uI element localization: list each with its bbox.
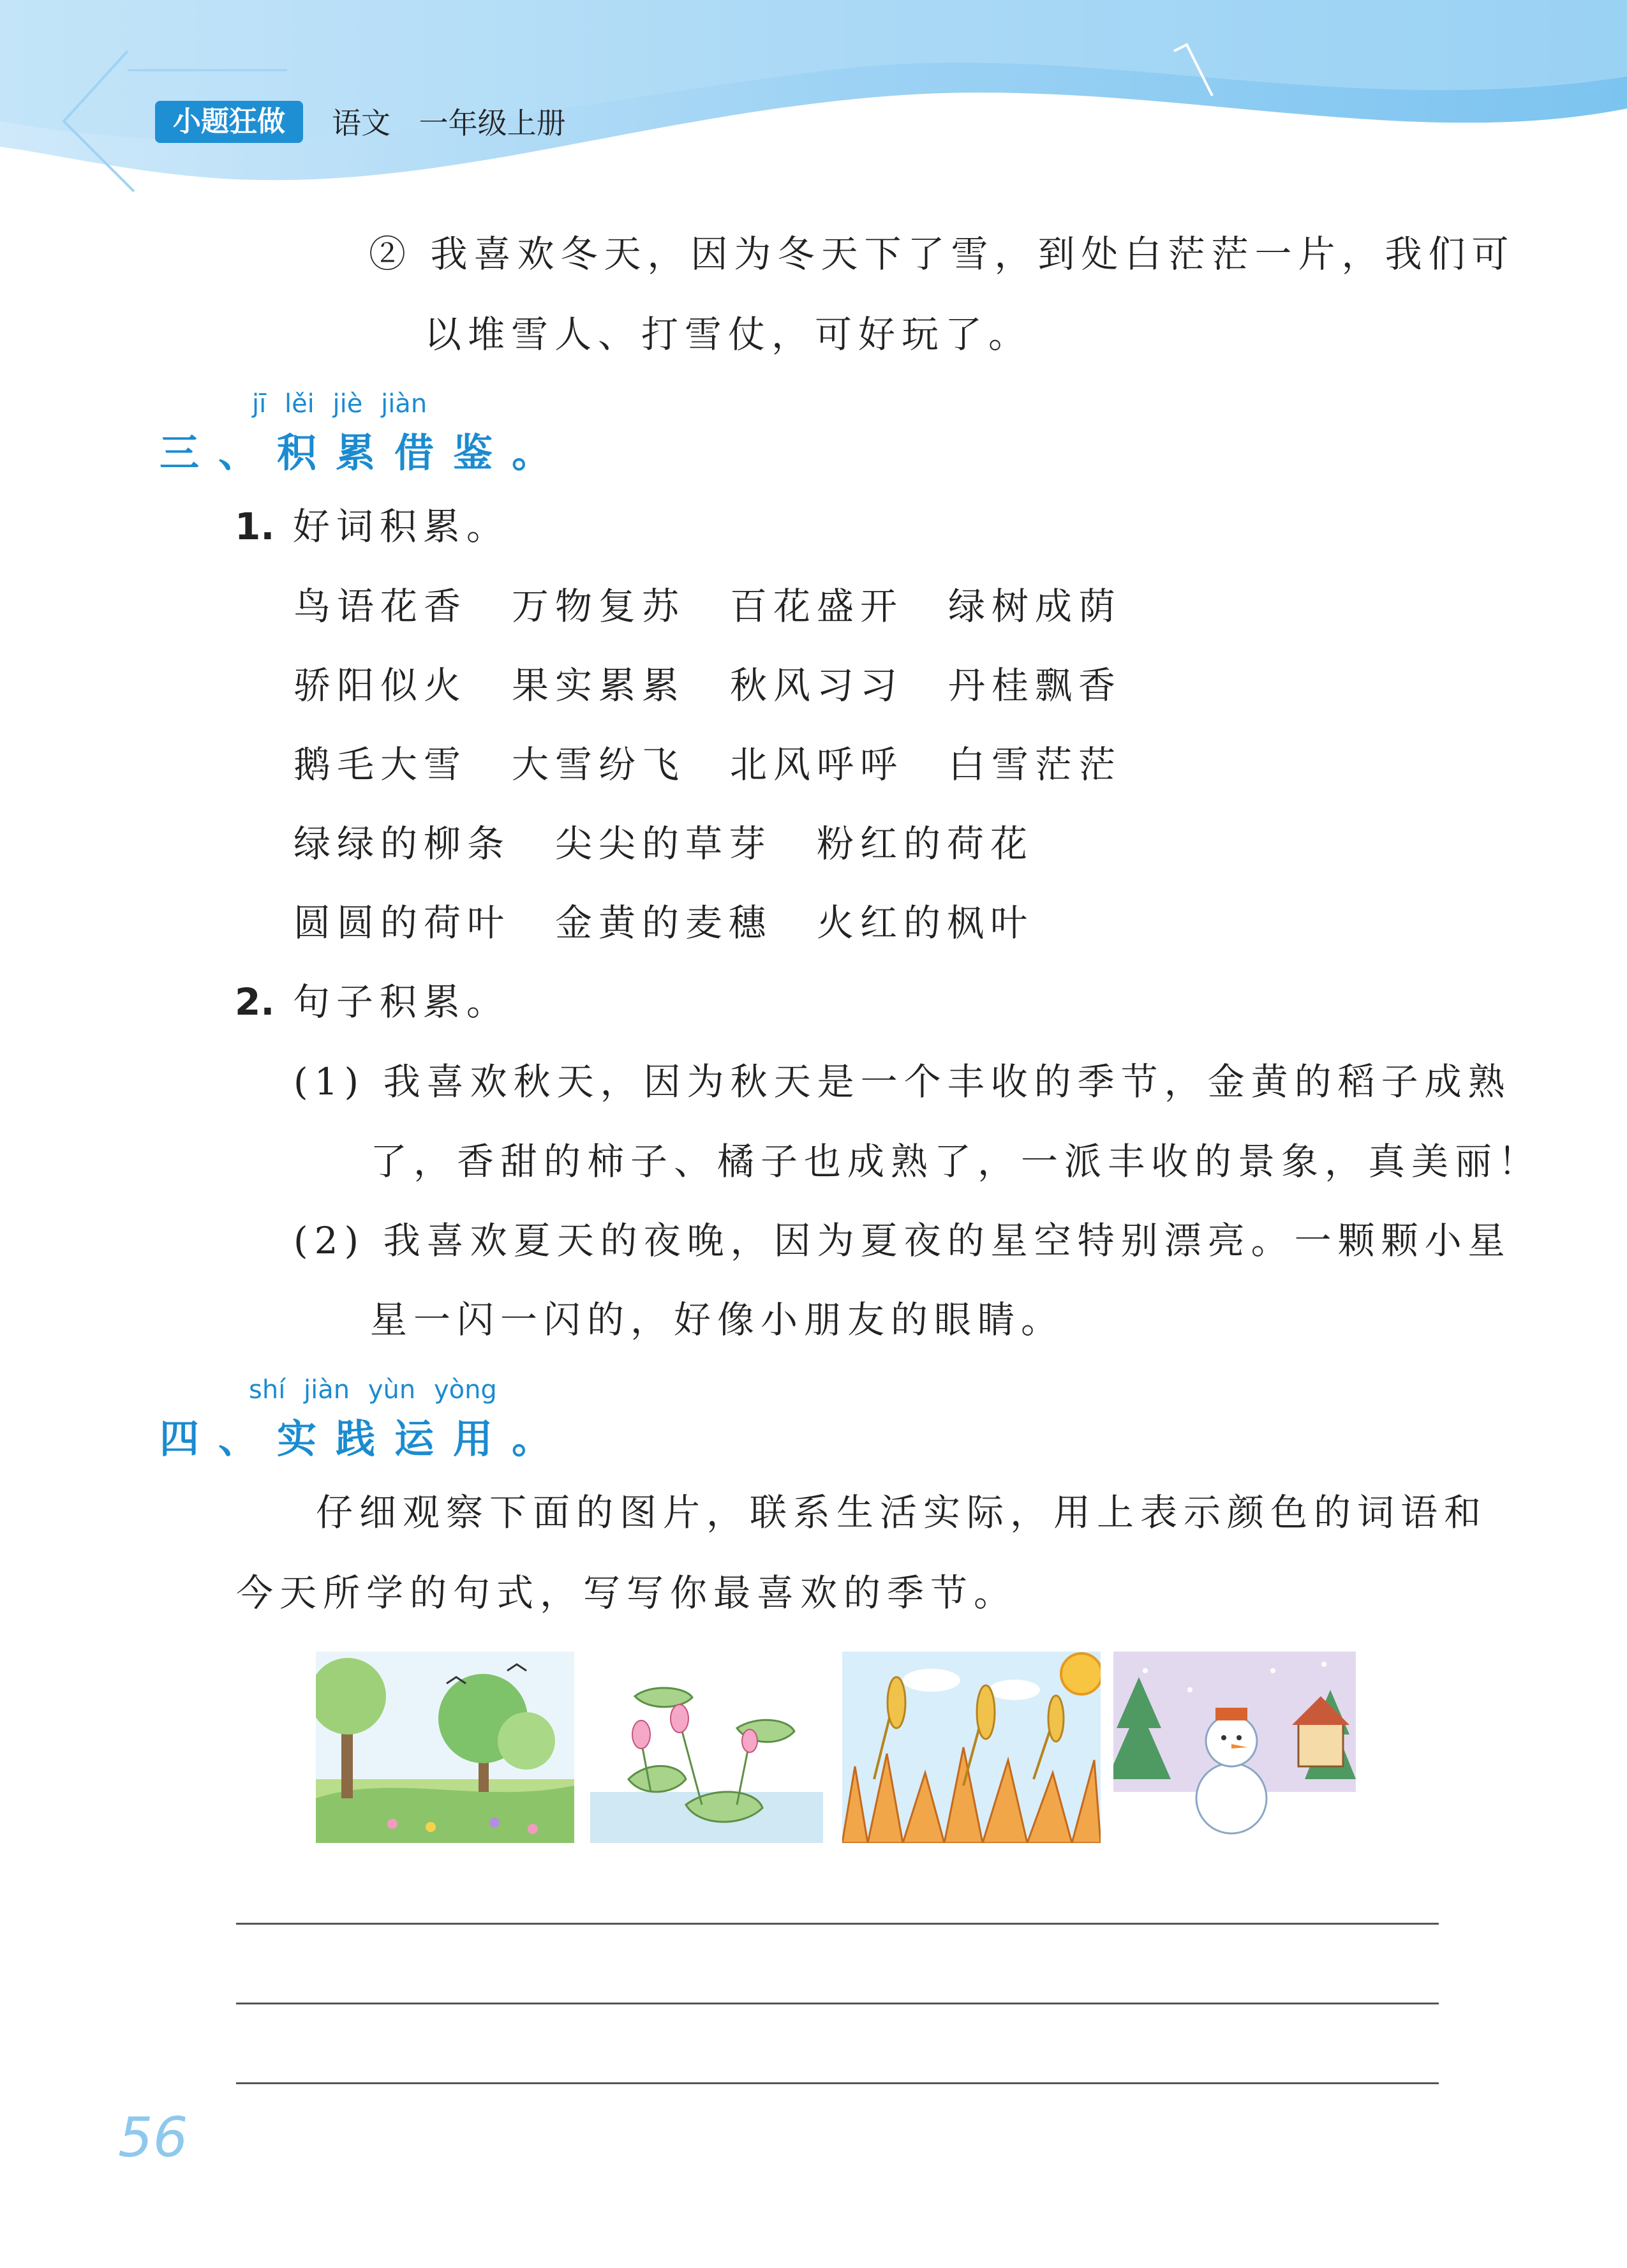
word: 金黄的麦穗 (555, 901, 773, 944)
writing-line[interactable] (236, 2003, 1439, 2004)
word-row-3 (293, 739, 1166, 790)
sentence-2-text-1: 我喜欢夏天的夜晚，因为夏夜的星空特别漂亮。一颗颗小星 (383, 1219, 1512, 1262)
word: 圆圆的荷叶 (293, 901, 511, 944)
section-4-pinyin (249, 1375, 497, 1405)
continuation-text-1: 我喜欢冬天，因为冬天下了雪，到处白茫茫一片，我们可 (430, 232, 1515, 276)
item-2-heading (235, 976, 510, 1027)
word: 果实累累 (512, 664, 686, 707)
word: 万物复苏 (512, 585, 686, 628)
circled-two-marker: ② (369, 232, 413, 276)
word: 骄阳似火 (293, 664, 468, 707)
writing-line[interactable] (236, 2082, 1439, 2084)
continuation-line-1 (369, 228, 1515, 280)
spring-illustration (316, 1652, 574, 1843)
instruction-line-2: 今天所学的句式，写写你最喜欢的季节。 (236, 1571, 1018, 1615)
pinyin-syllable: jiàn (381, 389, 427, 419)
item-1-label: 好词积累。 (292, 505, 510, 548)
sentence-1-marker: (1) (293, 1060, 366, 1103)
sentence-2-line-2: 星一闪一闪的，好像小朋友的眼睛。 (370, 1298, 1065, 1341)
word: 绿树成荫 (948, 585, 1122, 628)
writing-line[interactable] (236, 1923, 1439, 1925)
continuation-line-2: 以堆雪人、打雪仗，可好玩了。 (424, 313, 1032, 356)
sentence-1-line-1 (293, 1056, 1512, 1107)
sentence-1-text-1: 我喜欢秋天，因为秋天是一个丰收的季节，金黄的稻子成熟 (383, 1060, 1512, 1103)
item-2-number: 2. (235, 980, 275, 1024)
sentence-1-line-2: 了，香甜的柿子、橘子也成熟了，一派丰收的景象，真美丽！ (370, 1140, 1542, 1183)
pinyin-syllable: yòng (433, 1375, 497, 1405)
word: 绿绿的柳条 (293, 822, 511, 865)
word-row-4 (293, 818, 1078, 869)
summer-illustration (590, 1652, 823, 1843)
item-1-heading (235, 501, 510, 552)
pinyin-syllable: yùn (368, 1375, 416, 1405)
item-1-number: 1. (235, 505, 275, 548)
brand-badge: 小题狂做 (155, 101, 303, 143)
instruction-line-1: 仔细观察下面的图片，联系生活实际，用上表示颜色的词语和 (316, 1491, 1488, 1534)
item-2-label: 句子积累。 (292, 980, 510, 1024)
page-number: 56 (118, 2106, 188, 2170)
word: 粉红的荷花 (817, 822, 1034, 865)
word: 白雪茫茫 (948, 743, 1122, 786)
word: 北风呼呼 (730, 743, 904, 786)
pinyin-syllable: jī (252, 389, 267, 419)
sentence-2-marker: (2) (293, 1219, 366, 1262)
pinyin-syllable: shí (249, 1375, 286, 1405)
autumn-illustration (842, 1652, 1101, 1843)
word: 丹桂飘香 (948, 664, 1122, 707)
section-3-title: 三、积累借鉴。 (160, 429, 571, 476)
word: 尖尖的草芽 (555, 822, 773, 865)
word: 火红的枫叶 (817, 901, 1034, 944)
winter-illustration (1113, 1652, 1356, 1843)
section-3-pinyin (252, 389, 427, 419)
pinyin-syllable: jiè (332, 389, 363, 419)
pinyin-syllable: lěi (284, 389, 315, 419)
section-4-title: 四、实践运用。 (160, 1415, 571, 1462)
subject-title: 语文 一年级上册 (332, 106, 566, 140)
word-row-1 (293, 581, 1166, 632)
word: 鸟语花香 (293, 585, 468, 628)
season-images (316, 1652, 1356, 1843)
sentence-2-line-1 (293, 1215, 1512, 1266)
pinyin-syllable: jiàn (304, 1375, 350, 1405)
word: 百花盛开 (730, 585, 904, 628)
word: 大雪纷飞 (512, 743, 686, 786)
word-row-5 (293, 897, 1078, 948)
word-row-2 (293, 660, 1166, 711)
word: 秋风习习 (730, 664, 904, 707)
word: 鹅毛大雪 (293, 743, 468, 786)
